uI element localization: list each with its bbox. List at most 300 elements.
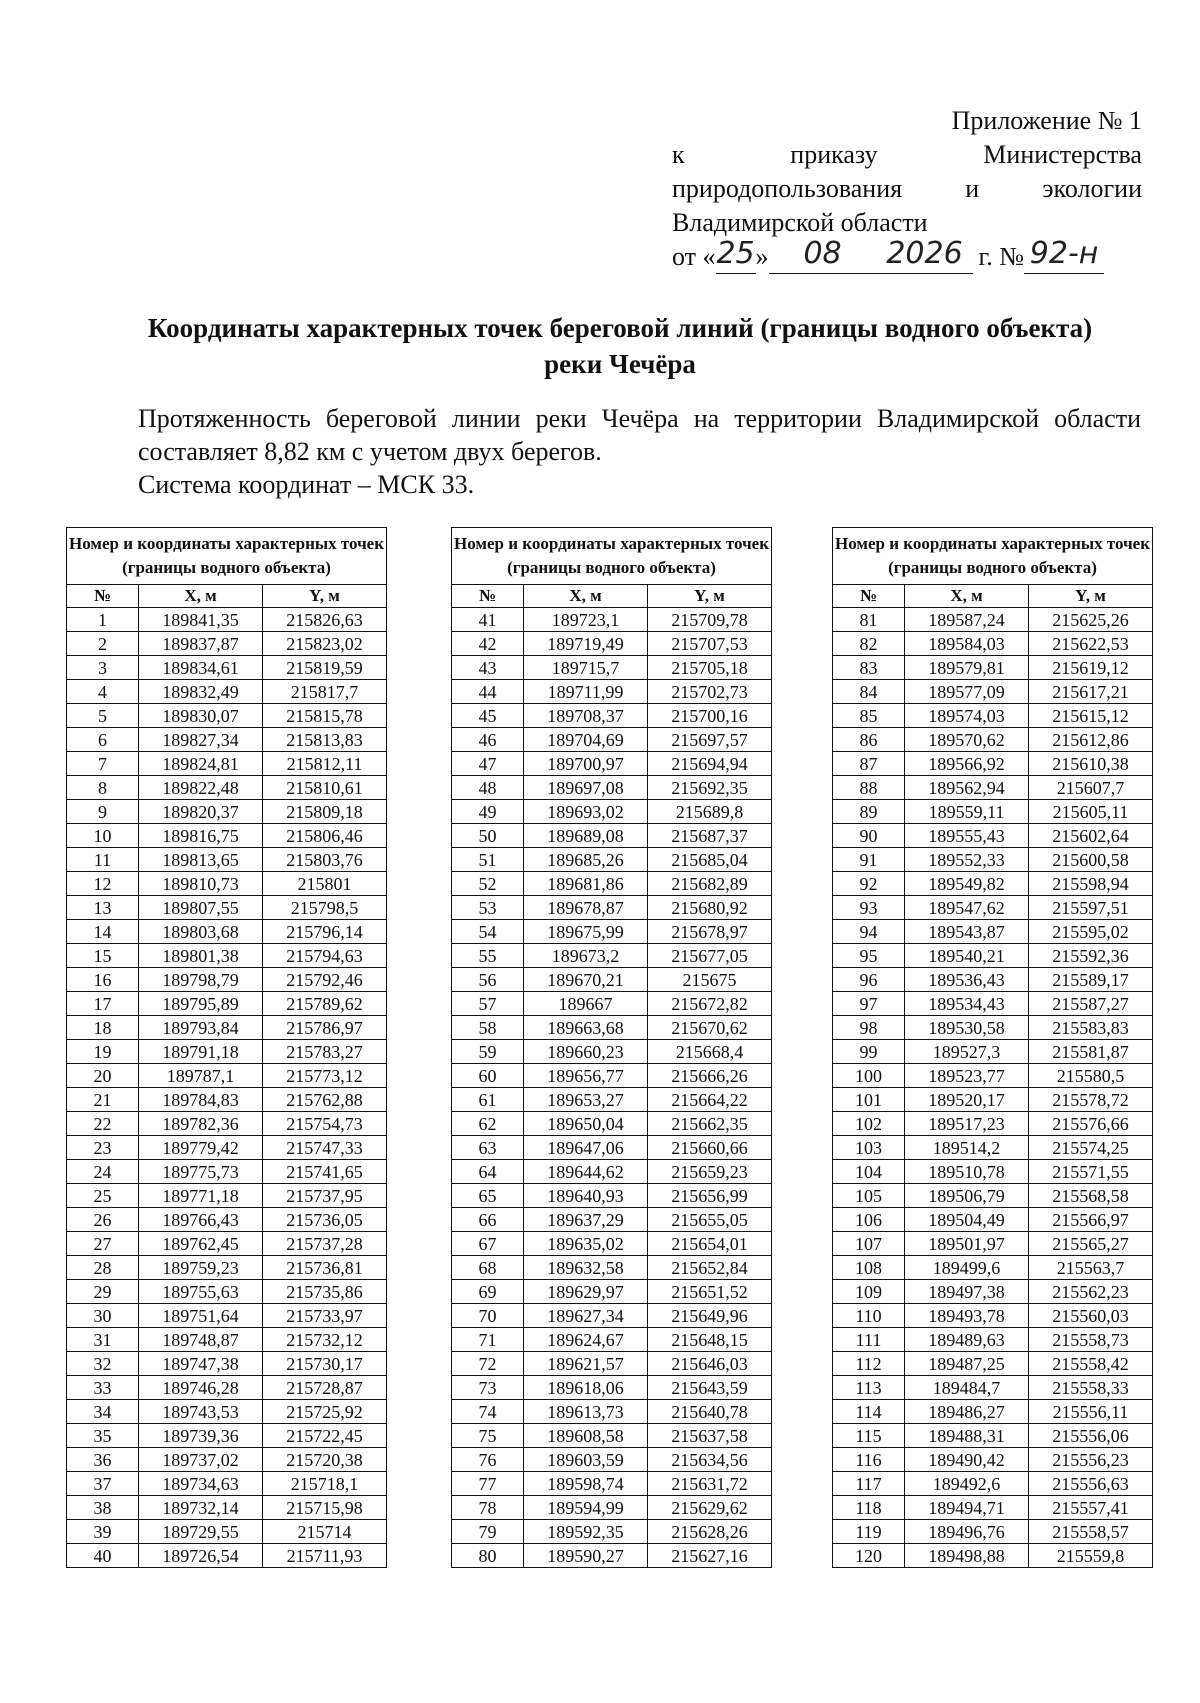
- x-coordinate: 189484,7: [905, 1376, 1029, 1400]
- point-number: 48: [452, 776, 524, 800]
- x-coordinate: 189493,78: [905, 1304, 1029, 1328]
- y-coordinate: 215600,58: [1029, 848, 1153, 872]
- x-coordinate: 189517,23: [905, 1112, 1029, 1136]
- table-row: [833, 728, 1153, 752]
- table-caption: Номер и координаты характерных точек (границы водного объекта): [452, 528, 772, 585]
- y-coordinate: 215813,83: [263, 728, 387, 752]
- table-row: [833, 1544, 1153, 1568]
- point-number: 77: [452, 1472, 524, 1496]
- table-row: [452, 872, 772, 896]
- table-row: [67, 968, 387, 992]
- x-coordinate: 189762,45: [139, 1232, 263, 1256]
- x-coordinate: 189555,43: [905, 824, 1029, 848]
- x-coordinate: 189729,55: [139, 1520, 263, 1544]
- point-number: 43: [452, 656, 524, 680]
- point-number: 17: [67, 992, 139, 1016]
- x-coordinate: 189496,76: [905, 1520, 1029, 1544]
- table-row: [67, 1160, 387, 1184]
- point-number: 104: [833, 1160, 905, 1184]
- header-word: экологии: [1042, 174, 1142, 203]
- y-coordinate: 215810,61: [263, 776, 387, 800]
- table-row: [452, 1184, 772, 1208]
- y-coordinate: 215648,15: [648, 1328, 772, 1352]
- point-number: 53: [452, 896, 524, 920]
- x-coordinate: 189562,94: [905, 776, 1029, 800]
- y-coordinate: 215705,18: [648, 656, 772, 680]
- x-coordinate: 189734,63: [139, 1472, 263, 1496]
- x-coordinate: 189504,49: [905, 1208, 1029, 1232]
- y-coordinate: 215566,97: [1029, 1208, 1153, 1232]
- x-coordinate: 189566,92: [905, 752, 1029, 776]
- appendix-header: [672, 104, 1142, 274]
- y-coordinate: 215654,01: [648, 1232, 772, 1256]
- table-row: [67, 944, 387, 968]
- x-coordinate: 189603,59: [524, 1448, 648, 1472]
- table-row: [452, 1400, 772, 1424]
- table-row: [833, 992, 1153, 1016]
- point-number: 42: [452, 632, 524, 656]
- table-row: [833, 1400, 1153, 1424]
- point-number: 35: [67, 1424, 139, 1448]
- table-row: [833, 944, 1153, 968]
- point-number: 40: [67, 1544, 139, 1568]
- table-row: [833, 632, 1153, 656]
- point-number: 106: [833, 1208, 905, 1232]
- y-coordinate: 215728,87: [263, 1376, 387, 1400]
- y-coordinate: 215662,35: [648, 1112, 772, 1136]
- point-number: 91: [833, 848, 905, 872]
- point-number: 13: [67, 896, 139, 920]
- y-coordinate: 215628,26: [648, 1520, 772, 1544]
- date-prefix: от «: [672, 242, 716, 271]
- x-coordinate: 189647,06: [524, 1136, 648, 1160]
- x-coordinate: 189489,63: [905, 1328, 1029, 1352]
- y-coordinate: 215718,1: [263, 1472, 387, 1496]
- point-number: 21: [67, 1088, 139, 1112]
- point-number: 117: [833, 1472, 905, 1496]
- y-coordinate: 215646,03: [648, 1352, 772, 1376]
- col-header-num: №: [833, 585, 905, 608]
- point-number: 12: [67, 872, 139, 896]
- y-coordinate: 215556,63: [1029, 1472, 1153, 1496]
- x-coordinate: 189784,83: [139, 1088, 263, 1112]
- y-coordinate: 215803,76: [263, 848, 387, 872]
- x-coordinate: 189743,53: [139, 1400, 263, 1424]
- table-row: [67, 920, 387, 944]
- table-row: [452, 608, 772, 632]
- x-coordinate: 189663,68: [524, 1016, 648, 1040]
- table-row: [452, 1520, 772, 1544]
- y-coordinate: 215589,17: [1029, 968, 1153, 992]
- point-number: 109: [833, 1280, 905, 1304]
- table-row: [452, 1352, 772, 1376]
- y-coordinate: 215595,02: [1029, 920, 1153, 944]
- y-coordinate: 215666,26: [648, 1064, 772, 1088]
- table-row: [833, 1040, 1153, 1064]
- point-number: 87: [833, 752, 905, 776]
- y-coordinate: 215556,06: [1029, 1424, 1153, 1448]
- y-coordinate: 215801: [263, 872, 387, 896]
- point-number: 100: [833, 1064, 905, 1088]
- point-number: 33: [67, 1376, 139, 1400]
- table-row: [67, 848, 387, 872]
- point-number: 94: [833, 920, 905, 944]
- table-row: [452, 752, 772, 776]
- col-header-x: X, м: [139, 585, 263, 608]
- table-row: [67, 680, 387, 704]
- col-header-num: №: [452, 585, 524, 608]
- table-row: [67, 704, 387, 728]
- y-coordinate: 215819,59: [263, 656, 387, 680]
- x-coordinate: 189594,99: [524, 1496, 648, 1520]
- y-coordinate: 215812,11: [263, 752, 387, 776]
- y-coordinate: 215556,23: [1029, 1448, 1153, 1472]
- y-coordinate: 215672,82: [648, 992, 772, 1016]
- x-coordinate: 189667: [524, 992, 648, 1016]
- x-coordinate: 189499,6: [905, 1256, 1029, 1280]
- x-coordinate: 189635,02: [524, 1232, 648, 1256]
- table-row: [833, 1160, 1153, 1184]
- point-number: 41: [452, 608, 524, 632]
- table-row: [452, 1328, 772, 1352]
- table-row: [833, 872, 1153, 896]
- y-coordinate: 215685,04: [648, 848, 772, 872]
- table-row: [452, 1256, 772, 1280]
- table-row: [452, 896, 772, 920]
- coordinates-table-3: [832, 527, 1153, 1568]
- table-row: [67, 1424, 387, 1448]
- table-row: [67, 1304, 387, 1328]
- y-coordinate: 215556,11: [1029, 1400, 1153, 1424]
- y-coordinate: 215806,46: [263, 824, 387, 848]
- y-coordinate: 215562,23: [1029, 1280, 1153, 1304]
- table-row: [67, 1208, 387, 1232]
- x-coordinate: 189530,58: [905, 1016, 1029, 1040]
- point-number: 78: [452, 1496, 524, 1520]
- table-row: [833, 1376, 1153, 1400]
- table-caption: Номер и координаты характерных точек (границы водного объекта): [67, 528, 387, 585]
- point-number: 71: [452, 1328, 524, 1352]
- x-coordinate: 189590,27: [524, 1544, 648, 1568]
- y-coordinate: 215607,7: [1029, 776, 1153, 800]
- y-coordinate: 215652,84: [648, 1256, 772, 1280]
- x-coordinate: 189816,75: [139, 824, 263, 848]
- title-line-2: реки Чечёра: [544, 349, 696, 379]
- point-number: 70: [452, 1304, 524, 1328]
- x-coordinate: 189726,54: [139, 1544, 263, 1568]
- table-row: [833, 1208, 1153, 1232]
- x-coordinate: 189719,49: [524, 632, 648, 656]
- x-coordinate: 189536,43: [905, 968, 1029, 992]
- point-number: 52: [452, 872, 524, 896]
- y-coordinate: 215631,72: [648, 1472, 772, 1496]
- point-number: 57: [452, 992, 524, 1016]
- table-row: [833, 1184, 1153, 1208]
- point-number: 28: [67, 1256, 139, 1280]
- y-coordinate: 215640,78: [648, 1400, 772, 1424]
- table-row: [67, 1376, 387, 1400]
- x-coordinate: 189577,09: [905, 680, 1029, 704]
- header-word: природопользования: [672, 174, 903, 203]
- point-number: 18: [67, 1016, 139, 1040]
- y-coordinate: 215692,35: [648, 776, 772, 800]
- table-row: [67, 1544, 387, 1568]
- y-coordinate: 215651,52: [648, 1280, 772, 1304]
- y-coordinate: 215563,7: [1029, 1256, 1153, 1280]
- x-coordinate: 189775,73: [139, 1160, 263, 1184]
- table-row: [67, 1064, 387, 1088]
- point-number: 111: [833, 1328, 905, 1352]
- point-number: 45: [452, 704, 524, 728]
- y-coordinate: 215649,96: [648, 1304, 772, 1328]
- x-coordinate: 189782,36: [139, 1112, 263, 1136]
- x-coordinate: 189755,63: [139, 1280, 263, 1304]
- table-row: [452, 1016, 772, 1040]
- x-coordinate: 189520,17: [905, 1088, 1029, 1112]
- point-number: 27: [67, 1232, 139, 1256]
- y-coordinate: 215664,22: [648, 1088, 772, 1112]
- y-coordinate: 215700,16: [648, 704, 772, 728]
- y-coordinate: 215581,87: [1029, 1040, 1153, 1064]
- table-row: [833, 1472, 1153, 1496]
- x-coordinate: 189820,37: [139, 800, 263, 824]
- y-coordinate: 215670,62: [648, 1016, 772, 1040]
- x-coordinate: 189748,87: [139, 1328, 263, 1352]
- y-coordinate: 215660,66: [648, 1136, 772, 1160]
- x-coordinate: 189810,73: [139, 872, 263, 896]
- table-row: [833, 776, 1153, 800]
- table-row: [833, 1112, 1153, 1136]
- col-header-y: Y, м: [648, 585, 772, 608]
- point-number: 64: [452, 1160, 524, 1184]
- y-coordinate: 215796,14: [263, 920, 387, 944]
- table-row: [833, 920, 1153, 944]
- point-number: 85: [833, 704, 905, 728]
- y-coordinate: 215634,56: [648, 1448, 772, 1472]
- y-coordinate: 215697,57: [648, 728, 772, 752]
- table-row: [452, 848, 772, 872]
- x-coordinate: 189807,55: [139, 896, 263, 920]
- y-coordinate: 215558,42: [1029, 1352, 1153, 1376]
- table-row: [452, 680, 772, 704]
- x-coordinate: 189678,87: [524, 896, 648, 920]
- point-number: 2: [67, 632, 139, 656]
- x-coordinate: 189627,34: [524, 1304, 648, 1328]
- x-coordinate: 189492,6: [905, 1472, 1029, 1496]
- x-coordinate: 189552,33: [905, 848, 1029, 872]
- table-row: [452, 1280, 772, 1304]
- point-number: 112: [833, 1352, 905, 1376]
- y-coordinate: 215714: [263, 1520, 387, 1544]
- point-number: 66: [452, 1208, 524, 1232]
- table-row: [67, 1136, 387, 1160]
- point-number: 69: [452, 1280, 524, 1304]
- table-row: [452, 776, 772, 800]
- y-coordinate: 215574,25: [1029, 1136, 1153, 1160]
- point-number: 51: [452, 848, 524, 872]
- table-row: [452, 1088, 772, 1112]
- y-coordinate: 215783,27: [263, 1040, 387, 1064]
- point-number: 6: [67, 728, 139, 752]
- table-row: [833, 1448, 1153, 1472]
- y-coordinate: 215655,05: [648, 1208, 772, 1232]
- y-coordinate: 215792,46: [263, 968, 387, 992]
- y-coordinate: 215720,38: [263, 1448, 387, 1472]
- point-number: 102: [833, 1112, 905, 1136]
- table-row: [67, 1232, 387, 1256]
- point-number: 105: [833, 1184, 905, 1208]
- point-number: 20: [67, 1064, 139, 1088]
- y-coordinate: 215809,18: [263, 800, 387, 824]
- point-number: 92: [833, 872, 905, 896]
- x-coordinate: 189834,61: [139, 656, 263, 680]
- table-row: [67, 1088, 387, 1112]
- x-coordinate: 189795,89: [139, 992, 263, 1016]
- x-coordinate: 189559,11: [905, 800, 1029, 824]
- x-coordinate: 189779,42: [139, 1136, 263, 1160]
- date-sep: »: [755, 242, 769, 271]
- y-coordinate: 215786,97: [263, 1016, 387, 1040]
- table-row: [67, 1112, 387, 1136]
- table-row: [452, 968, 772, 992]
- x-coordinate: 189732,14: [139, 1496, 263, 1520]
- y-coordinate: 215682,89: [648, 872, 772, 896]
- point-number: 9: [67, 800, 139, 824]
- table-row: [67, 1520, 387, 1544]
- point-number: 50: [452, 824, 524, 848]
- point-number: 120: [833, 1544, 905, 1568]
- table-row: [67, 1472, 387, 1496]
- table-row: [452, 944, 772, 968]
- y-coordinate: 215798,5: [263, 896, 387, 920]
- point-number: 114: [833, 1400, 905, 1424]
- x-coordinate: 189514,2: [905, 1136, 1029, 1160]
- table-row: [67, 1184, 387, 1208]
- x-coordinate: 189715,7: [524, 656, 648, 680]
- point-number: 95: [833, 944, 905, 968]
- x-coordinate: 189746,28: [139, 1376, 263, 1400]
- table-row: [833, 896, 1153, 920]
- table-row: [452, 1496, 772, 1520]
- y-coordinate: 215678,97: [648, 920, 772, 944]
- y-coordinate: 215741,65: [263, 1160, 387, 1184]
- table-row: [452, 1304, 772, 1328]
- x-coordinate: 189693,02: [524, 800, 648, 824]
- y-coordinate: 215823,02: [263, 632, 387, 656]
- x-coordinate: 189624,67: [524, 1328, 648, 1352]
- table-row: [833, 1232, 1153, 1256]
- point-number: 7: [67, 752, 139, 776]
- y-coordinate: 215560,03: [1029, 1304, 1153, 1328]
- table-row: [452, 656, 772, 680]
- point-number: 47: [452, 752, 524, 776]
- table-row: [833, 704, 1153, 728]
- x-coordinate: 189497,38: [905, 1280, 1029, 1304]
- table-row: [452, 728, 772, 752]
- col-header-x: X, м: [905, 585, 1029, 608]
- intro-text: [138, 402, 1141, 501]
- y-coordinate: 215730,17: [263, 1352, 387, 1376]
- table-row: [833, 800, 1153, 824]
- table-row: [452, 1544, 772, 1568]
- point-number: 84: [833, 680, 905, 704]
- y-coordinate: 215754,73: [263, 1112, 387, 1136]
- x-coordinate: 189549,82: [905, 872, 1029, 896]
- point-number: 79: [452, 1520, 524, 1544]
- table-row: [833, 1256, 1153, 1280]
- x-coordinate: 189621,57: [524, 1352, 648, 1376]
- point-number: 11: [67, 848, 139, 872]
- point-number: 88: [833, 776, 905, 800]
- x-coordinate: 189486,27: [905, 1400, 1029, 1424]
- x-coordinate: 189700,97: [524, 752, 648, 776]
- y-coordinate: 215735,86: [263, 1280, 387, 1304]
- point-number: 89: [833, 800, 905, 824]
- x-coordinate: 189644,62: [524, 1160, 648, 1184]
- table-row: [833, 824, 1153, 848]
- point-number: 31: [67, 1328, 139, 1352]
- table-row: [452, 1232, 772, 1256]
- x-coordinate: 189523,77: [905, 1064, 1029, 1088]
- y-coordinate: 215597,51: [1029, 896, 1153, 920]
- y-coordinate: 215736,05: [263, 1208, 387, 1232]
- x-coordinate: 189759,23: [139, 1256, 263, 1280]
- y-coordinate: 215571,55: [1029, 1160, 1153, 1184]
- point-number: 67: [452, 1232, 524, 1256]
- table-row: [833, 1016, 1153, 1040]
- x-coordinate: 189673,2: [524, 944, 648, 968]
- x-coordinate: 189637,29: [524, 1208, 648, 1232]
- point-number: 108: [833, 1256, 905, 1280]
- col-header-num: №: [67, 585, 139, 608]
- x-coordinate: 189640,93: [524, 1184, 648, 1208]
- x-coordinate: 189613,73: [524, 1400, 648, 1424]
- point-number: 23: [67, 1136, 139, 1160]
- point-number: 74: [452, 1400, 524, 1424]
- point-number: 15: [67, 944, 139, 968]
- y-coordinate: 215643,59: [648, 1376, 772, 1400]
- table-row: [67, 872, 387, 896]
- y-coordinate: 215732,12: [263, 1328, 387, 1352]
- y-coordinate: 215707,53: [648, 632, 772, 656]
- y-coordinate: 215578,72: [1029, 1088, 1153, 1112]
- table-row: [452, 704, 772, 728]
- x-coordinate: 189618,06: [524, 1376, 648, 1400]
- x-coordinate: 189723,1: [524, 608, 648, 632]
- col-header-y: Y, м: [1029, 585, 1153, 608]
- x-coordinate: 189584,03: [905, 632, 1029, 656]
- table-body: [67, 608, 387, 1568]
- y-coordinate: 215627,16: [648, 1544, 772, 1568]
- point-number: 32: [67, 1352, 139, 1376]
- x-coordinate: 189598,74: [524, 1472, 648, 1496]
- x-coordinate: 189689,08: [524, 824, 648, 848]
- point-number: 63: [452, 1136, 524, 1160]
- table-row: [833, 1328, 1153, 1352]
- y-coordinate: 215722,45: [263, 1424, 387, 1448]
- x-coordinate: 189841,35: [139, 608, 263, 632]
- y-coordinate: 215558,57: [1029, 1520, 1153, 1544]
- point-number: 61: [452, 1088, 524, 1112]
- y-coordinate: 215610,38: [1029, 752, 1153, 776]
- x-coordinate: 189824,81: [139, 752, 263, 776]
- point-number: 22: [67, 1112, 139, 1136]
- table-row: [67, 1400, 387, 1424]
- x-coordinate: 189527,3: [905, 1040, 1029, 1064]
- point-number: 96: [833, 968, 905, 992]
- table-row: [67, 608, 387, 632]
- x-coordinate: 189629,97: [524, 1280, 648, 1304]
